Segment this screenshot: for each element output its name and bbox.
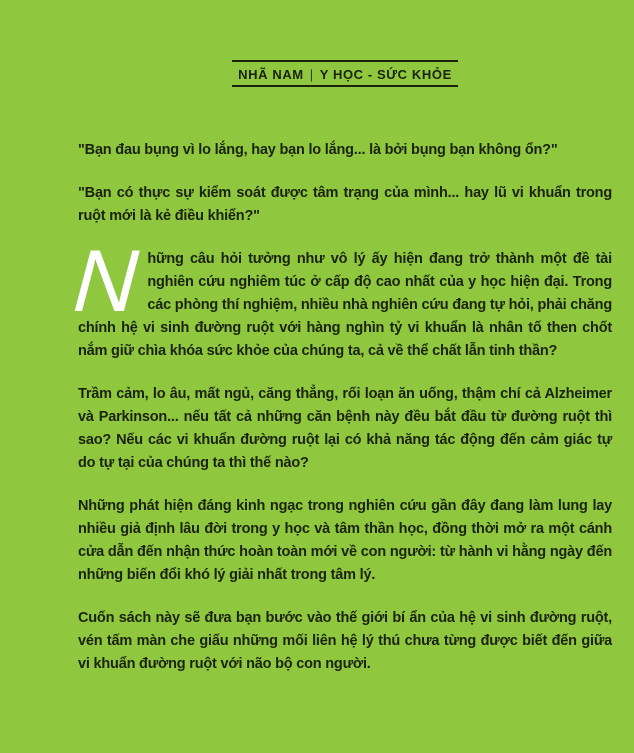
- opening-quote-2: "Bạn có thực sự kiểm soát được tâm trạng của mình... hay lũ vi khuẩn trong ruột mới là kẻ điều khiển?": [78, 185, 612, 224]
- opening-quote-1: "Bạn đau bụng vì lo lắng, hay bạn lo lắng... là bởi bụng bạn không ổn?": [78, 142, 558, 158]
- drop-cap-letter: N: [70, 231, 141, 330]
- description-paragraph-3: Những phát hiện đáng kinh ngạc trong nghiên cứu gần đây đang làm lung lay nhiều giả định lâu đời trong y học và tâm thần học, đồng thời mở ra một cánh cửa dẫn đến nhận thức hoàn toàn mới về con người: từ hành vi hằng ngày đến những biến đổi khó lý giải nhất trong tâm lý.: [78, 498, 612, 583]
- publisher-name: NHÃ NAM: [238, 67, 304, 82]
- imprint-header: [78, 60, 612, 87]
- imprint-separator: |: [309, 67, 314, 82]
- category-label: Y HỌC - SỨC KHỎE: [319, 67, 452, 82]
- description-paragraph-4: Cuốn sách này sẽ đưa bạn bước vào thế giới bí ẩn của hệ vi sinh đường ruột, vén tấm màn che giấu những mối liên hệ lý thú chưa từng được biết đến giữa vi khuẩn đường ruột với não bộ con người.: [78, 610, 612, 672]
- description-paragraph-2: Trầm cảm, lo âu, mất ngủ, căng thẳng, rối loạn ăn uống, thậm chí cả Alzheimer và Parkinson... nếu tất cả những căn bệnh này đều bắt đầu từ đường ruột thì sao? Nếu các vi khuẩn đường ruột lại có khả năng tác động đến cảm giác tự do tự tại của chúng ta thì thế nào?: [78, 386, 612, 471]
- publisher-imprint: [232, 60, 458, 87]
- description-paragraph-1: [70, 231, 612, 363]
- book-description: [70, 139, 612, 676]
- paragraph-1-text: hững câu hỏi tưởng như vô lý ấy hiện đang trở thành một đề tài nghiên cứu nghiêm túc ở cấp độ cao nhất của y học hiện đại. Trong các phòng thí nghiệm, nhiều nhà nghiên cứu đang tự hỏi, phải chăng chính hệ vi sinh đường ruột với hàng nghìn tỷ vi khuẩn là nhân tố then chốt nắm giữ chìa khóa sức khỏe của chúng ta, cả về thể chất lẫn tinh thần?: [78, 251, 612, 359]
